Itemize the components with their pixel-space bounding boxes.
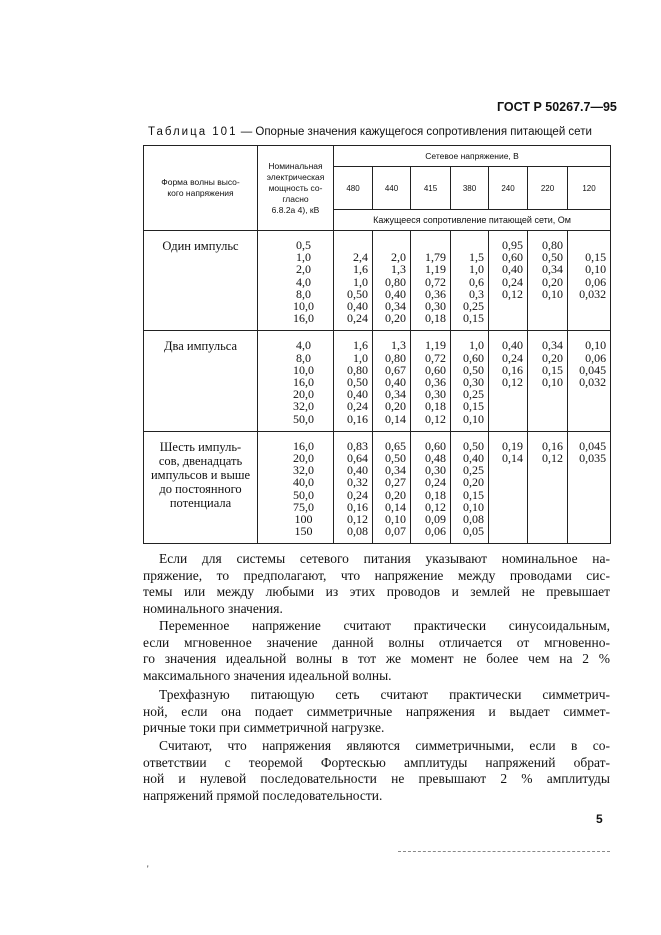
power-value: 10,0 <box>293 299 314 314</box>
impedance-value: 0,10 <box>542 286 563 301</box>
impedance-value: 2,4 <box>353 250 368 265</box>
voltage-header-480: 480 <box>334 167 373 210</box>
impedance-cell-415 <box>411 431 451 544</box>
paragraph-line: ной, если она подает симметричные напряжения и выдает симмет- <box>143 703 610 719</box>
header-voltage: Сетевое напряжение, В <box>334 146 611 167</box>
waveform-cell <box>144 331 258 431</box>
impedance-cell-380 <box>451 431 489 544</box>
impedance-value: 0,60 <box>463 350 484 365</box>
paragraph-line: пряжение, то предполагают, что напряжение между проводами сис- <box>143 567 610 583</box>
document-code: ГОСТ Р 50267.7—95 <box>497 100 617 114</box>
impedance-value: 1,6 <box>353 262 368 277</box>
header-waveform: Форма волны высо- кого напряжения <box>144 146 258 231</box>
impedance-value: 0,34 <box>385 387 406 402</box>
paragraph-line: если мгновенное значение данной волны отличается от мгновенно- <box>143 634 610 650</box>
impedance-value: 0,30 <box>463 375 484 390</box>
impedance-cell-220 <box>528 331 568 431</box>
impedance-value: 0,40 <box>463 451 484 466</box>
margin-mark: ' <box>147 864 149 874</box>
impedance-value: 0,50 <box>347 375 368 390</box>
power-cell <box>258 431 334 544</box>
impedance-cell-440 <box>373 331 411 431</box>
impedance-value: 0,30 <box>425 387 446 402</box>
impedance-value: 0,15 <box>542 362 563 377</box>
page-number: 5 <box>596 812 603 826</box>
impedance-value: 0,20 <box>542 350 563 365</box>
impedance-value: 0,20 <box>463 475 484 490</box>
impedance-value: 0,18 <box>425 311 446 326</box>
power-value: 16,0 <box>293 438 314 453</box>
impedance-value: 0,18 <box>425 399 446 414</box>
impedance-value: 0,50 <box>463 362 484 377</box>
impedance-cell-480 <box>334 331 373 431</box>
impedance-value: 0,045 <box>579 362 607 377</box>
impedance-value: 1,0 <box>469 338 484 353</box>
waveform-label: до постоянного <box>159 481 242 496</box>
impedance-value: 1,3 <box>391 338 406 353</box>
impedance-value: 0,40 <box>502 338 523 353</box>
impedance-value: 0,50 <box>347 286 368 301</box>
impedance-value: 0,10 <box>385 512 406 527</box>
power-value: 10,0 <box>293 362 314 377</box>
impedance-value: 1,0 <box>353 274 368 289</box>
paragraph-line: ричные токи при симметричной нагрузке. <box>143 720 385 735</box>
impedance-value: 0,12 <box>425 499 446 514</box>
impedance-cell-480 <box>334 231 373 331</box>
impedance-value: 0,67 <box>385 362 406 377</box>
impedance-value: 0,05 <box>463 524 484 539</box>
paragraph-line: Если для системы сетевого питания указывают номинальное на- <box>159 551 610 566</box>
impedance-value: 0,12 <box>502 286 523 301</box>
impedance-value: 0,32 <box>347 475 368 490</box>
impedance-cell-380 <box>451 331 489 431</box>
waveform-cell <box>144 431 258 544</box>
table-row <box>144 431 611 544</box>
impedance-value: 0,24 <box>502 274 523 289</box>
power-value: 100 <box>294 512 313 527</box>
impedance-value: 0,14 <box>385 411 406 426</box>
impedance-value: 0,40 <box>502 262 523 277</box>
impedance-cell-240 <box>489 231 528 331</box>
impedance-value: 0,80 <box>347 362 368 377</box>
power-value: 1,0 <box>296 250 311 265</box>
impedance-value: 1,19 <box>425 262 446 277</box>
impedance-value: 0,15 <box>463 487 484 502</box>
power-value: 50,0 <box>293 411 314 426</box>
impedance-cell-120 <box>568 331 611 431</box>
header-impedance: Кажущееся сопротивление питающей сети, Ом <box>334 210 611 231</box>
impedance-value: 0,08 <box>347 524 368 539</box>
waveform-label: сов, двенадцать <box>158 453 243 468</box>
impedance-value: 1,0 <box>469 262 484 277</box>
impedance-value: 0,032 <box>579 375 607 390</box>
impedance-value: 0,48 <box>425 451 446 466</box>
power-value: 150 <box>294 524 313 539</box>
impedance-value: 0,80 <box>385 274 406 289</box>
impedance-value: 0,20 <box>385 487 406 502</box>
impedance-value: 0,16 <box>542 438 563 453</box>
impedance-value: 0,24 <box>347 311 368 326</box>
impedance-value: 0,50 <box>385 451 406 466</box>
impedance-value: 0,40 <box>347 299 368 314</box>
impedance-value: 0,80 <box>542 238 563 252</box>
impedance-value: 0,06 <box>585 274 607 289</box>
impedance-cell-120 <box>568 231 611 331</box>
impedance-value: 0,12 <box>542 451 563 466</box>
table-caption-text: — Опорные значения кажущегося сопротивления питающей сети <box>240 126 592 138</box>
impedance-value: 1,79 <box>425 250 446 265</box>
impedance-cell-440 <box>373 231 411 331</box>
impedance-value: 0,10 <box>463 499 484 514</box>
impedance-value: 1,6 <box>353 338 368 353</box>
power-value: 2,0 <box>296 262 311 277</box>
paragraph-line: Считают, что напряжения являются симметричными, если в со- <box>159 738 610 753</box>
impedance-cell-240 <box>489 331 528 431</box>
impedance-value: 0,80 <box>385 350 406 365</box>
impedance-value: 0,72 <box>425 274 446 289</box>
impedance-value: 0,64 <box>347 451 368 466</box>
impedance-value: 0,36 <box>425 375 446 390</box>
impedance-value: 0,60 <box>502 250 523 265</box>
waveform-label: Два импульса <box>163 339 238 354</box>
paragraph <box>143 738 610 804</box>
power-cell <box>258 231 334 331</box>
paragraph <box>143 618 610 684</box>
impedance-value: 0,25 <box>463 299 484 314</box>
power-value: 16,0 <box>293 311 314 326</box>
waveform-label: потенциала <box>169 495 232 510</box>
impedance-value: 0,40 <box>347 387 368 402</box>
impedance-cell-240 <box>489 431 528 544</box>
voltage-header-380: 380 <box>451 167 489 210</box>
waveform-label: Шесть импуль- <box>159 439 242 454</box>
impedance-value: 0,34 <box>542 338 563 353</box>
impedance-value: 1,0 <box>353 350 368 365</box>
paragraph-line: Трехфазную питающую сеть считают практически симметрич- <box>159 687 610 702</box>
impedance-value: 0,06 <box>585 350 607 365</box>
impedance-value: 0,08 <box>463 512 484 527</box>
table-row <box>144 331 611 431</box>
paragraph-line: ной и нулевой последовательности не превышают 2 % амплитуды <box>143 771 610 786</box>
impedance-value: 0,40 <box>385 286 406 301</box>
impedance-value: 0,65 <box>385 438 406 453</box>
power-cell <box>258 331 334 431</box>
impedance-value: 0,27 <box>385 475 406 490</box>
impedance-value: 0,10 <box>542 375 563 390</box>
impedance-value: 0,20 <box>385 399 406 414</box>
impedance-value: 0,60 <box>425 438 446 453</box>
impedance-value: 0,30 <box>425 299 446 314</box>
table-row <box>144 231 611 331</box>
impedance-value: 0,83 <box>347 438 368 453</box>
waveform-label: Один импульс <box>162 239 239 253</box>
power-value: 4,0 <box>296 338 311 353</box>
impedance-value: 0,24 <box>347 487 368 502</box>
impedance-value: 0,50 <box>463 438 484 453</box>
impedance-value: 0,95 <box>502 238 523 252</box>
impedance-value: 0,3 <box>469 286 484 301</box>
power-value: 32,0 <box>293 463 314 478</box>
power-value: 50,0 <box>293 487 314 502</box>
impedance-value: 0,15 <box>585 250 607 265</box>
impedance-value: 0,25 <box>463 463 484 478</box>
impedance-value: 0,09 <box>425 512 446 527</box>
impedance-value: 0,12 <box>425 411 446 426</box>
impedance-value: 0,16 <box>502 362 523 377</box>
impedance-cell-220 <box>528 431 568 544</box>
power-value: 8,0 <box>296 350 311 365</box>
impedance-value: 0,72 <box>425 350 446 365</box>
impedance-value: 0,25 <box>463 387 484 402</box>
power-value: 40,0 <box>293 475 314 490</box>
impedance-value: 0,20 <box>385 311 406 326</box>
impedance-value: 0,16 <box>347 411 368 426</box>
impedance-value: 0,24 <box>502 350 523 365</box>
waveform-cell <box>144 231 258 331</box>
power-value: 75,0 <box>293 499 314 514</box>
header-power: Номинальная электрическая мощность со- гласно 6.8.2а 4), кВ <box>258 146 334 231</box>
impedance-value: 2,0 <box>391 250 406 265</box>
power-value: 8,0 <box>296 286 311 301</box>
impedance-value: 0,12 <box>502 375 523 390</box>
impedance-value: 0,40 <box>347 463 368 478</box>
impedance-cell-220 <box>528 231 568 331</box>
impedance-table <box>143 145 611 544</box>
impedance-value: 0,06 <box>425 524 446 539</box>
power-value: 20,0 <box>293 387 314 402</box>
impedance-value: 0,18 <box>425 487 446 502</box>
paragraph-line: Переменное напряжение считают практически синусоидальным, <box>159 618 610 633</box>
impedance-value: 1,3 <box>391 262 406 277</box>
impedance-cell-120 <box>568 431 611 544</box>
voltage-header-220: 220 <box>528 167 568 210</box>
impedance-value: 0,60 <box>425 362 446 377</box>
waveform-label: импульсов и выше <box>150 467 251 482</box>
impedance-value: 0,24 <box>425 475 446 490</box>
power-value: 4,0 <box>296 274 311 289</box>
power-value: 0,5 <box>296 238 311 252</box>
impedance-value: 0,045 <box>579 438 607 453</box>
table-caption-label: Таблица 101 <box>148 126 238 138</box>
impedance-value: 0,10 <box>585 338 607 353</box>
impedance-cell-380 <box>451 231 489 331</box>
impedance-value: 0,12 <box>347 512 368 527</box>
impedance-value: 0,6 <box>469 274 484 289</box>
footer-rule <box>398 851 610 852</box>
paragraph-line: го значения идеальной волны в тот же момент не более чем на 2 % <box>143 651 610 666</box>
impedance-value: 0,14 <box>385 499 406 514</box>
impedance-value: 0,15 <box>463 311 484 326</box>
power-value: 20,0 <box>293 451 314 466</box>
power-value: 16,0 <box>293 375 314 390</box>
impedance-value: 0,15 <box>463 399 484 414</box>
impedance-value: 0,07 <box>385 524 406 539</box>
impedance-cell-415 <box>411 231 451 331</box>
paragraph-line: темы или между любыми из этих проводов и землей не превышает <box>143 584 610 599</box>
paragraph-line: ответствии с теоремой Фортескью амплитуды напряжений обрат- <box>143 754 610 770</box>
impedance-value: 0,032 <box>579 286 607 301</box>
paragraph <box>143 551 610 617</box>
impedance-value: 1,19 <box>425 338 446 353</box>
voltage-header-440: 440 <box>373 167 411 210</box>
paragraph-line: напряжений прямой последовательности. <box>143 787 383 803</box>
impedance-value: 0,34 <box>385 463 406 478</box>
impedance-value: 0,34 <box>385 299 406 314</box>
voltage-header-120: 120 <box>568 167 611 210</box>
power-value: 32,0 <box>293 399 314 414</box>
impedance-cell-480 <box>334 431 373 544</box>
impedance-value: 0,34 <box>542 262 563 277</box>
paragraph-line: максимального значения идеальной волны. <box>143 667 392 683</box>
impedance-value: 0,30 <box>425 463 446 478</box>
impedance-value: 0,19 <box>502 438 523 453</box>
voltage-header-240: 240 <box>489 167 528 210</box>
impedance-value: 0,14 <box>502 451 523 466</box>
table-caption <box>148 126 618 138</box>
impedance-value: 0,10 <box>585 262 607 277</box>
impedance-cell-440 <box>373 431 411 544</box>
impedance-value: 0,035 <box>579 451 607 466</box>
impedance-value: 0,20 <box>542 274 563 289</box>
impedance-value: 0,16 <box>347 499 368 514</box>
voltage-header-415: 415 <box>411 167 451 210</box>
impedance-cell-415 <box>411 331 451 431</box>
paragraph <box>143 687 610 737</box>
impedance-value: 0,36 <box>425 286 446 301</box>
impedance-value: 1,5 <box>469 250 484 265</box>
impedance-value: 0,40 <box>385 375 406 390</box>
impedance-value: 0,50 <box>542 250 563 265</box>
impedance-value: 0,24 <box>347 399 368 414</box>
paragraph-line: номинального значения. <box>143 600 283 616</box>
impedance-value: 0,10 <box>463 411 484 426</box>
